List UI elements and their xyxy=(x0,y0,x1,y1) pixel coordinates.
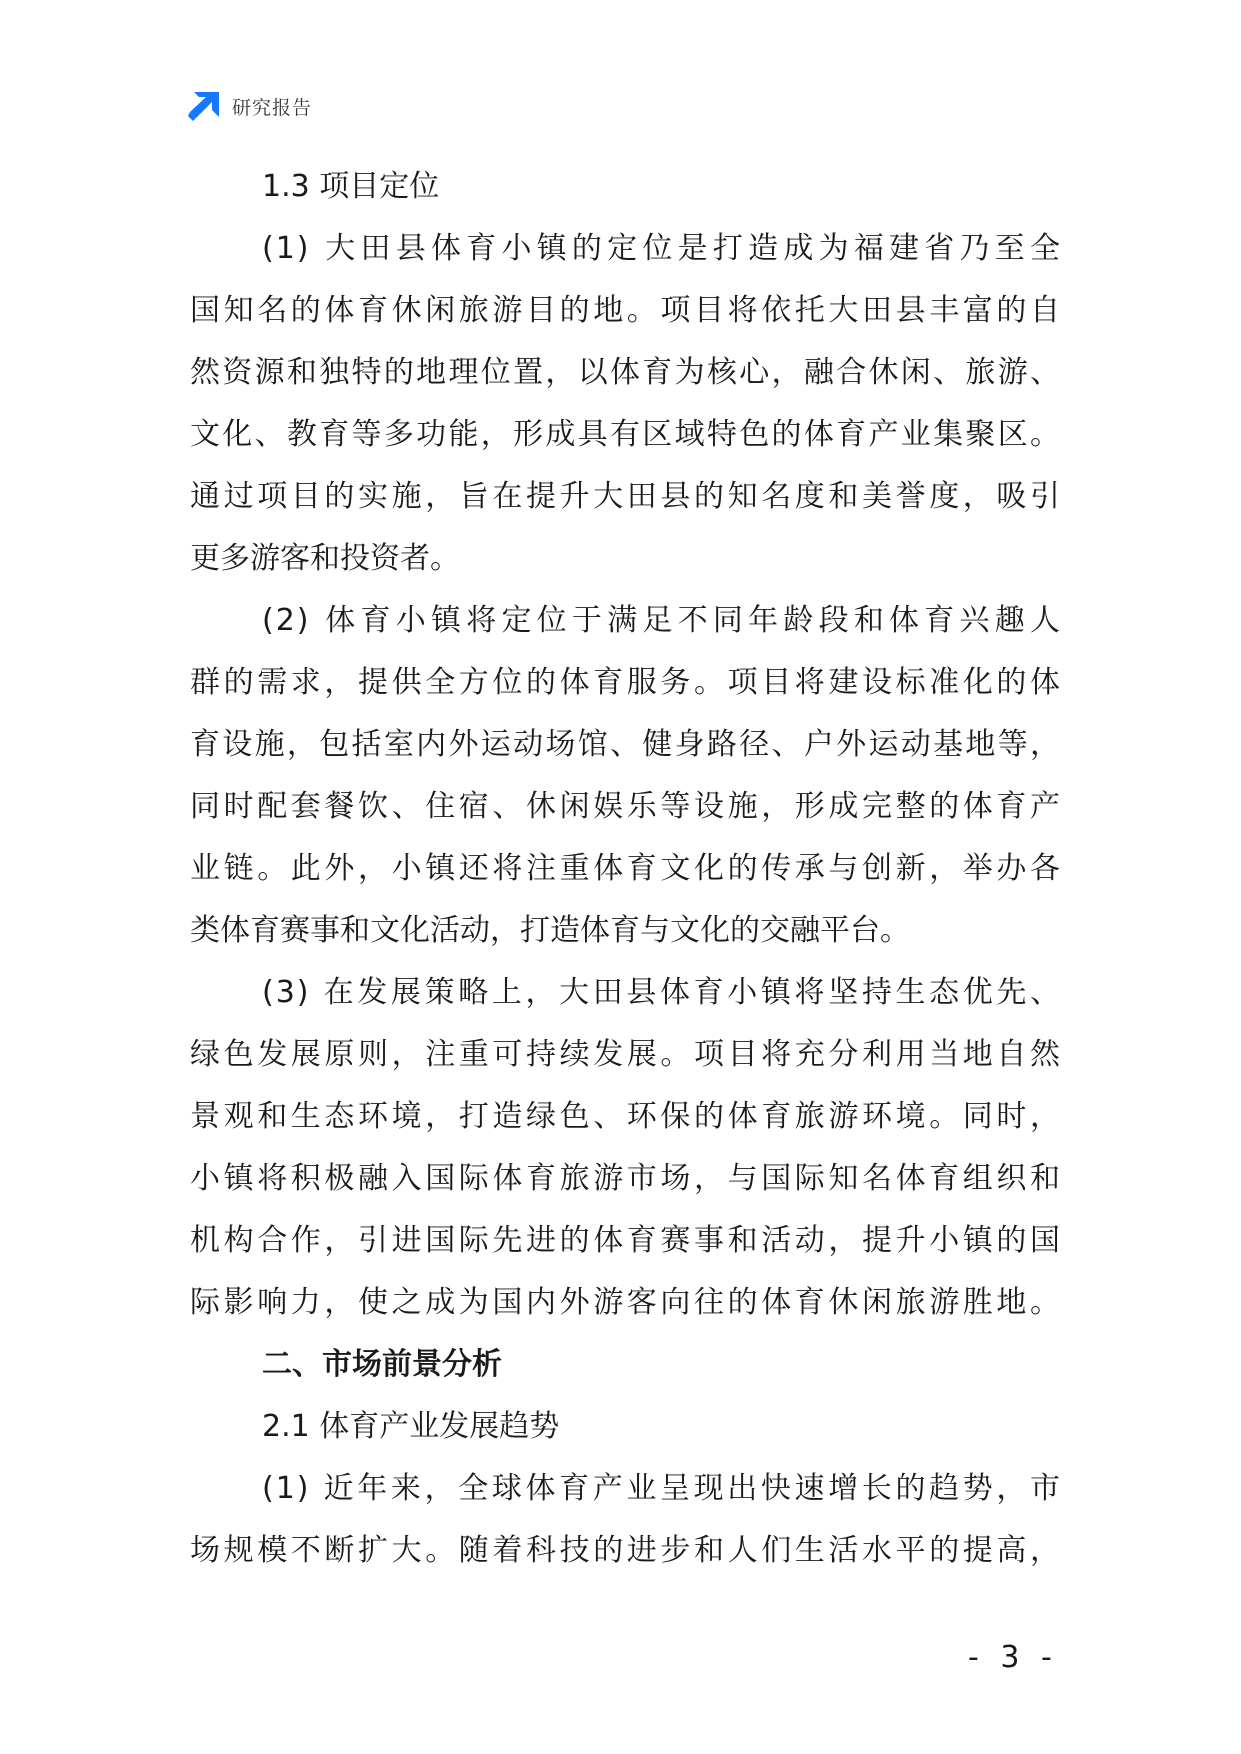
paragraph-line: 景观和生态环境，打造绿色、环保的体育旅游环境。同时， xyxy=(190,1099,1062,1134)
paragraph-line: 育设施，包括室内外运动场馆、健身路径、户外运动基地等， xyxy=(190,727,1062,762)
chapter-heading: 二、市场前景分析 xyxy=(262,1347,502,1382)
report-header xyxy=(188,88,312,124)
paragraph-line: 国知名的体育休闲旅游目的地。项目将依托大田县丰富的自 xyxy=(190,293,1062,328)
paragraph-line: 同时配套餐饮、住宿、休闲娱乐等设施，形成完整的体育产 xyxy=(190,789,1062,824)
paragraph-line: (2) 体育小镇将定位于满足不同年龄段和体育兴趣人 xyxy=(262,603,1062,638)
section-heading: 1.3 项目定位 xyxy=(262,169,440,204)
page-number: - 3 - xyxy=(968,1640,1058,1675)
paragraph-line: (1) 近年来，全球体育产业呈现出快速增长的趋势，市 xyxy=(262,1471,1062,1506)
paragraph-line: 类体育赛事和文化活动，打造体育与文化的交融平台。 xyxy=(190,913,910,948)
paragraph-line: 然资源和独特的地理位置，以体育为核心，融合休闲、旅游、 xyxy=(190,355,1062,390)
paragraph-line: 绿色发展原则，注重可持续发展。项目将充分利用当地自然 xyxy=(190,1037,1062,1072)
paragraph-line: 群的需求，提供全方位的体育服务。项目将建设标准化的体 xyxy=(190,665,1062,700)
paragraph-line: 通过项目的实施，旨在提升大田县的知名度和美誉度，吸引 xyxy=(190,479,1062,514)
paragraph-line: 场规模不断扩大。随着科技的进步和人们生活水平的提高， xyxy=(190,1533,1062,1568)
paragraph-line: 文化、教育等多功能，形成具有区域特色的体育产业集聚区。 xyxy=(190,417,1062,452)
paragraph-line: 小镇将积极融入国际体育旅游市场，与国际知名体育组织和 xyxy=(190,1161,1062,1196)
arrow-up-right-icon xyxy=(188,89,222,123)
paragraph-line: 际影响力，使之成为国内外游客向往的体育休闲旅游胜地。 xyxy=(190,1285,1062,1320)
section-heading: 2.1 体育产业发展趋势 xyxy=(262,1409,560,1444)
paragraph-line: 机构合作，引进国际先进的体育赛事和活动，提升小镇的国 xyxy=(190,1223,1062,1258)
paragraph-line: (3) 在发展策略上，大田县体育小镇将坚持生态优先、 xyxy=(262,975,1062,1010)
header-title: 研究报告 xyxy=(232,96,313,119)
paragraph-line: (1) 大田县体育小镇的定位是打造成为福建省乃至全 xyxy=(262,231,1062,266)
paragraph-line: 更多游客和投资者。 xyxy=(190,541,460,576)
document-body xyxy=(190,156,1062,1582)
paragraph-line: 业链。此外，小镇还将注重体育文化的传承与创新，举办各 xyxy=(190,851,1062,886)
